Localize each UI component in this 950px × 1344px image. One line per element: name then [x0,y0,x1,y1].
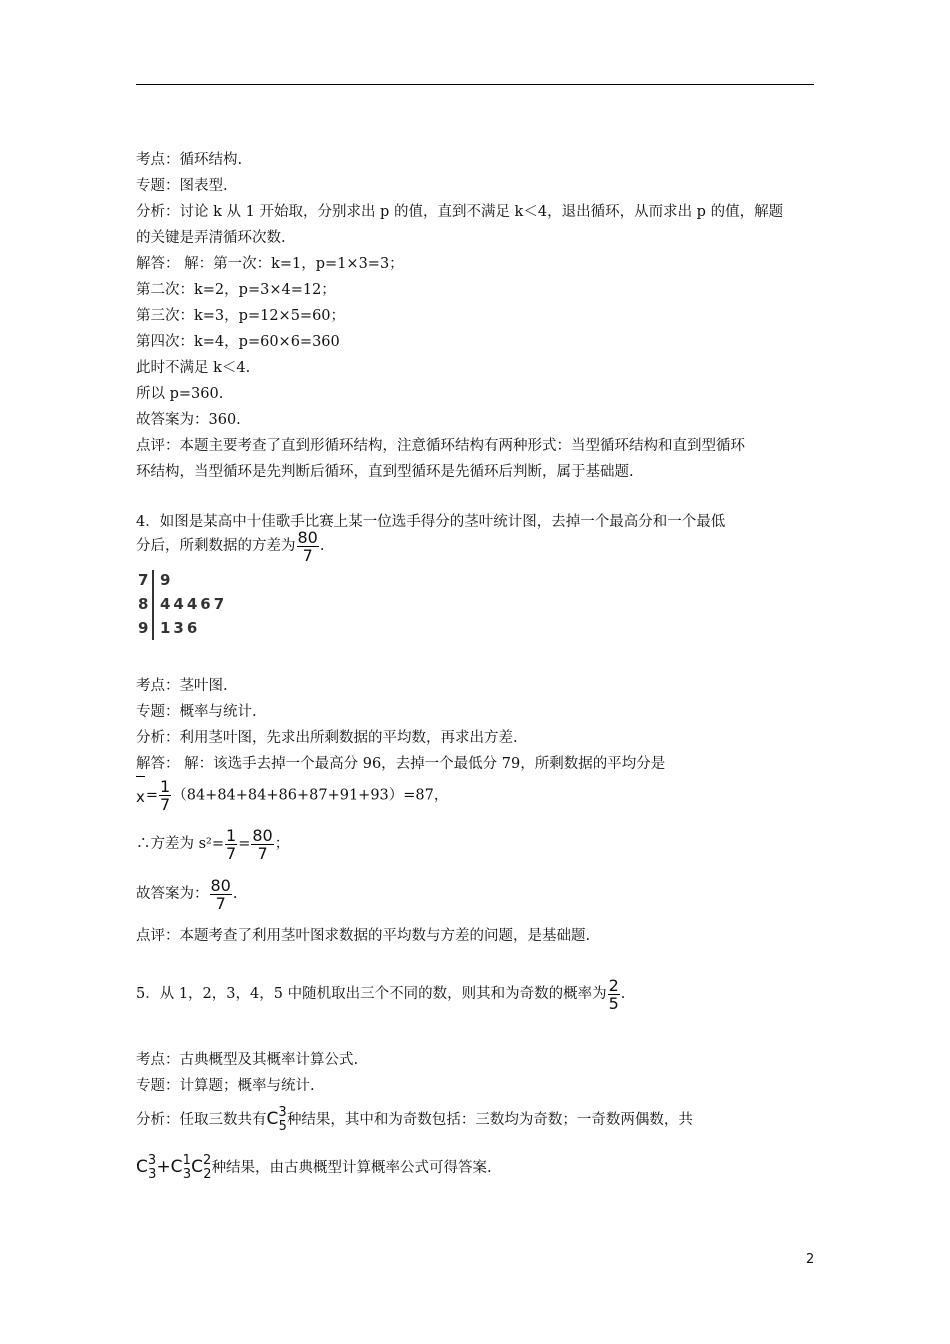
fraction-denominator: 7 [226,843,237,863]
stem-leaf-divider [152,570,154,640]
period: . [620,986,626,1002]
q4-mean-formula [136,776,448,815]
fraction-denominator: 7 [257,843,268,863]
q3-cishi: 此时不满足 k＜4. [136,360,251,376]
q4-stem-line1: 4．如图是某高中十佳歌手比赛上某一位选手得分的茎叶统计图，去掉一个最高分和一个最低 [136,514,726,530]
q3-dianping-line1: 点评：本题主要考查了直到形循环结构，注意循环结构有两种形式：当型循环结构和直到型循环 [136,438,745,454]
combination-c-5-3: $C^3_5$ [266,1105,287,1134]
q4-answer-fraction [297,529,319,564]
q5-fenxi-line1 [136,1104,693,1136]
fraction-numerator: 1 [160,777,171,796]
q4-variance-formula [136,826,289,862]
fenxi-part-b: 种结果，其中和为奇数包括：三数均为奇数；一奇数两偶数，共 [286,1112,693,1128]
q5-stem-text: 5．从 1，2，3，4，5 中随机取出三个不同的数，则其和为奇数的概率为 [136,986,607,1002]
mean-fraction [159,778,171,813]
stem-value: 9 [138,619,149,637]
q3-answer: 故答案为：360. [136,412,241,428]
period: . [232,886,238,902]
answer-fraction [210,877,232,912]
q5-stem [136,976,625,1012]
q4-stem-prefix: 分后，所剩数据的方差为 [136,538,296,554]
q4-dianping: 点评：本题考查了利用茎叶图求数据的平均数与方差的问题，是基础题. [136,928,591,944]
fraction-numerator: 1 [226,825,237,845]
q4-kaodian: 考点：茎叶图. [136,678,228,694]
fraction-numerator: 80 [210,875,231,895]
variance-prefix: ∴方差为 s²= [136,836,225,852]
variance-fraction-1 [225,827,237,862]
q4-stem-line2 [136,528,324,564]
q3-kaodian: 考点：循环结构. [136,152,243,168]
fraction-numerator: 80 [252,825,273,845]
equals: = [238,836,251,852]
q3-jieda: 解答： 解：第一次：k=1，p=1×3=3； [136,256,404,272]
x-bar-symbol: x [136,776,145,815]
fenxi-part-c: 种结果，由古典概型计算概率公式可得答案. [211,1160,492,1176]
equals: = [145,787,159,804]
q4-jieda: 解答： 解：该选手去掉一个最高分 96，去掉一个最低分 79，所剩数据的平均分是 [136,756,666,772]
q5-zhuanti: 专题：计算题；概率与统计. [136,1078,315,1094]
leaf-values: 9 [160,571,174,589]
q3-zhuanti: 专题：图表型. [136,178,228,194]
q3-step2: 第二次：k=2，p=3×4=12； [136,282,336,298]
header-rule [136,84,814,85]
mean-expression: （84+84+84+86+87+91+93）=87， [172,787,449,804]
q4-fenxi: 分析：利用茎叶图，先求出所剩数据的平均数，再求出方差. [136,730,518,746]
variance-fraction-2 [251,827,273,862]
fraction-denominator: 7 [302,545,313,565]
fraction-denominator: 7 [215,893,226,913]
page-number: 2 [806,1252,815,1267]
q3-fenxi-line1: 分析：讨论 k 从 1 开始取，分别求出 p 的值，直到不满足 k＜4，退出循环，从而求出 p 的值，解题 [136,204,784,220]
fraction-denominator: 5 [608,993,619,1013]
q3-step3: 第三次：k=3，p=12×5=60； [136,308,346,324]
leaf-values: 44467 [160,595,228,613]
q3-step4: 第四次：k=4，p=60×6=360 [136,334,340,350]
stem-value: 8 [138,595,149,613]
q5-kaodian: 考点：古典概型及其概率计算公式. [136,1052,359,1068]
fenxi-part-a: 分析：任取三数共有 [136,1112,267,1128]
q3-suoyi: 所以 p=360. [136,386,224,402]
answer-prefix: 故答案为： [136,886,209,902]
q3-fenxi-line2: 的关键是弄清循环次数. [136,230,286,246]
stem-value: 7 [138,571,149,589]
q3-dianping-line2: 环结构，当型循环是先判断后循环，直到型循环是先循环后判断，属于基础题. [136,464,634,480]
q4-zhuanti: 专题：概率与统计. [136,704,257,720]
fraction-numerator: 80 [297,527,318,547]
q5-answer-fraction [608,977,620,1012]
combination-expression: $C^3_3+C^1_3C^2_2$ [136,1153,212,1182]
q4-answer [136,876,237,912]
q5-fenxi-line2 [136,1152,492,1184]
fraction-numerator: 2 [608,975,619,995]
fraction-denominator: 7 [160,795,171,814]
semicolon: ； [274,836,290,852]
period: . [319,538,325,554]
leaf-values: 136 [160,619,201,637]
